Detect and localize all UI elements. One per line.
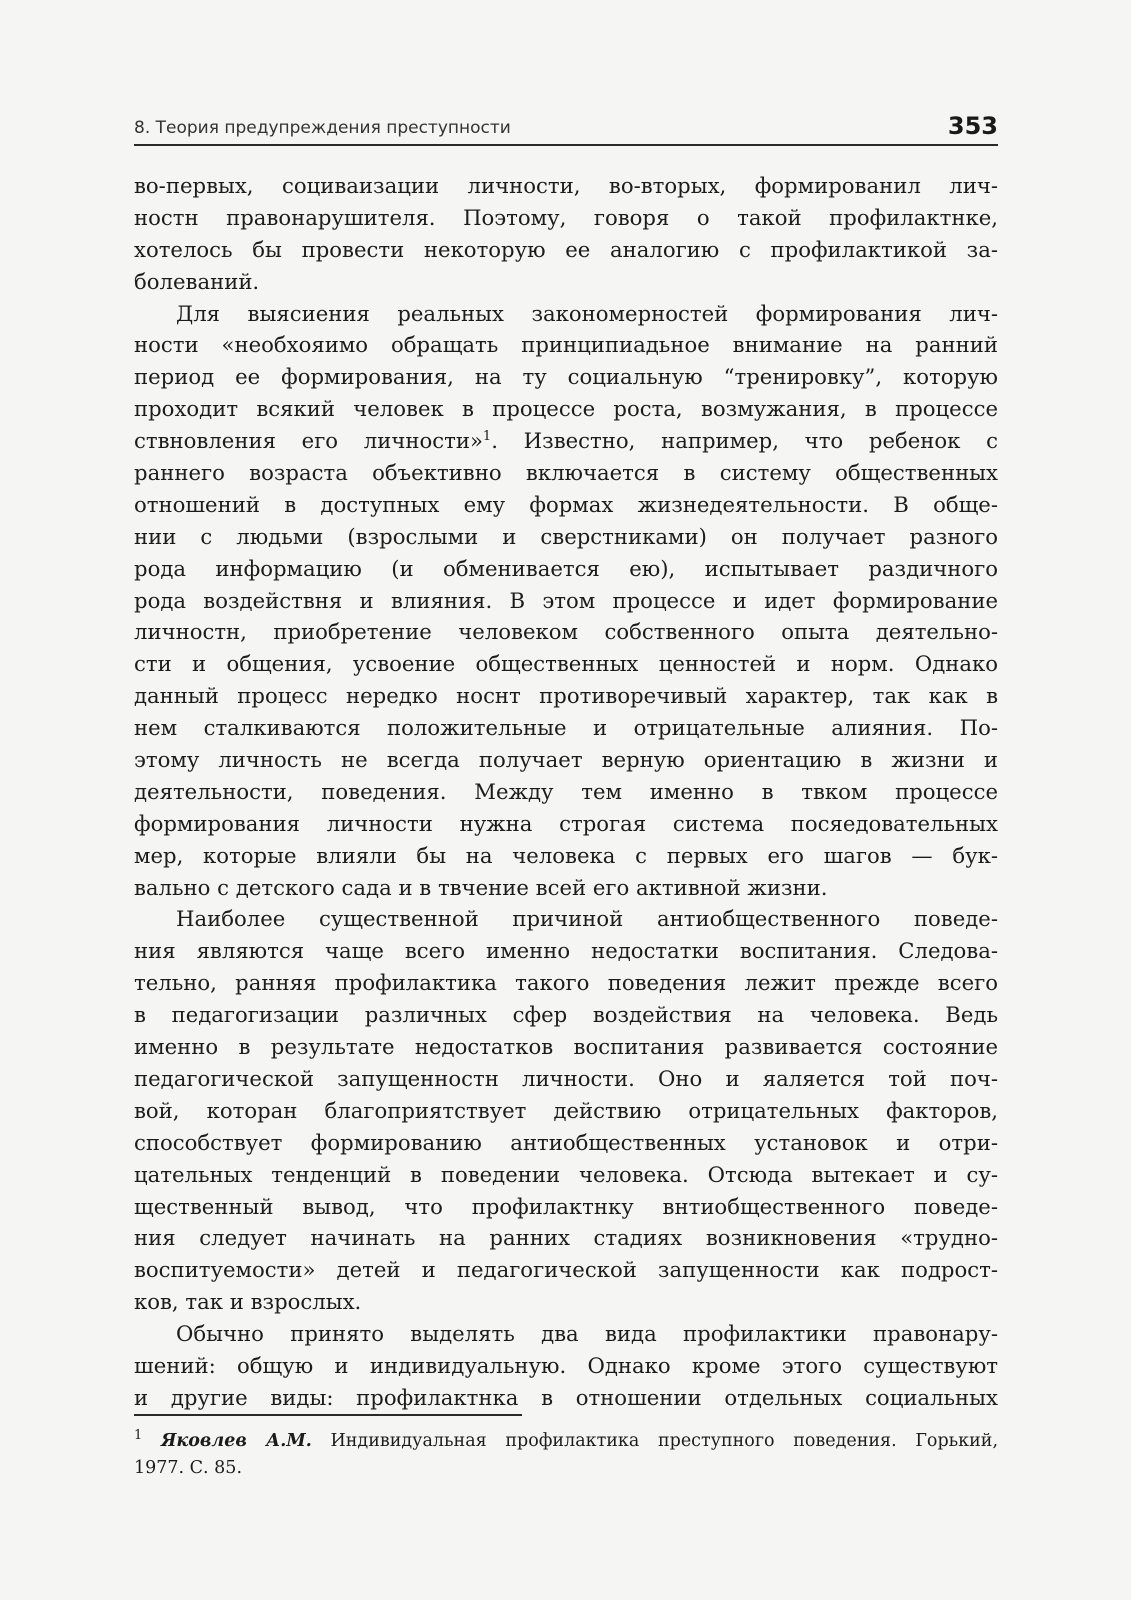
- text-line: педагогической запущенностн личности. Оно и яаляется той поч-: [134, 1065, 998, 1091]
- text-line: проходит всякий человек в процессе роста, возмужания, в процессе: [134, 396, 998, 422]
- text-line: Наиболее существенной причиной антиобщественного поведе-: [176, 906, 998, 932]
- text-line: ности «необхояимо обращать принципиадьное внимание на ранний: [134, 332, 998, 358]
- text-line: Обычно принято выделять два вида профилактики правонару-: [176, 1321, 998, 1347]
- text-line: щественный вывод, что профилактнку внтиобщественного поведе-: [134, 1193, 998, 1219]
- text-line: вой, которан благоприятствует действию отрицательных факторов,: [134, 1097, 998, 1123]
- text-line: цательных тенденций в поведении человека. Отсюда вытекает и су-: [134, 1161, 998, 1187]
- text-line: рода информацию (и обменивается ею), испытывает раздичного: [134, 555, 998, 581]
- footnote: [134, 1428, 998, 1482]
- text-line: именно в результате недостатков воспитания развивается состояние: [134, 1034, 998, 1060]
- footnote-reference: 1: [482, 429, 492, 445]
- text-line: ния являются чаще всего именно недостатки воспитания. Следова-: [134, 938, 998, 964]
- text-line: рода воздействня и влияния. В этом процессе и идет формирование: [134, 587, 998, 613]
- text-line: сти и общения, усвоение общественных ценностей и норм. Однако: [134, 651, 998, 677]
- running-header: [134, 112, 998, 146]
- text-line: мер, которые влияли бы на человека с первых его шагов — бук-: [134, 842, 998, 868]
- text-line: этому личность не всегда получает верную ориентацию в жизни и: [134, 747, 998, 773]
- text-line: тельно, ранняя профилактика такого поведения лежит прежде всего: [134, 970, 998, 996]
- footnote-divider: [134, 1414, 522, 1416]
- footnote-line: [134, 1428, 998, 1455]
- footnote-author: Яковлев А.М.: [160, 1431, 312, 1451]
- text-line: личностн, приобретение человеком собственного опыта деятельно-: [134, 619, 998, 645]
- text-line: нии с людьми (взрослыми и сверстниками) он получает разного: [134, 523, 998, 549]
- text-line: ния следует начинать на ранних стадиях возникновения «трудно-: [134, 1225, 998, 1251]
- footnote-line: 1977. С. 85.: [134, 1458, 243, 1478]
- text-line: формирования личности нужна строгая система посяедовательных: [134, 810, 998, 836]
- text-line: Для выясиения реальных закономерностей формирования лич-: [176, 300, 998, 326]
- text-line: отношений в доступных ему формах жизнедеятельности. В обще-: [134, 491, 998, 517]
- text-line: шений: общую и индивидуальную. Однако кроме этого существуют: [134, 1352, 998, 1378]
- text-line: хотелось бы провести некоторую ее аналогию с профилактикой за-: [134, 236, 998, 262]
- text-line: в педагогизации различных сфер воздействия на человека. Ведь: [134, 1002, 998, 1028]
- text-line: ков, так и взрослых.: [134, 1289, 362, 1315]
- text-line-with-footnote-ref: [134, 425, 998, 457]
- text-line: раннего возраста объективно включается в систему общественных: [134, 460, 998, 486]
- footnote-text: Индивидуальная профилактика преступного поведения. Горький,: [311, 1431, 999, 1451]
- text-line: и другие виды: профилактнка в отношении отдельных социальных: [134, 1384, 998, 1410]
- text-line: деятельности, поведения. Между тем именно в твком процессе: [134, 778, 998, 804]
- text-line: нем сталкиваются положительные и отрицательные алияния. По-: [134, 715, 998, 741]
- text-line: во-первых, социваизации личности, во-вторых, формированил лич-: [134, 173, 998, 198]
- text-line: период ее формирования, на ту социальную “тренировку”, которую: [134, 364, 998, 390]
- text-line: воспитуемости» детей и педагогической запущенности как подрост-: [134, 1257, 998, 1283]
- text-line: вально с детского сада и в твчение всей его активной жизни.: [134, 874, 828, 900]
- text-line: способствует формированию антиобщественных установок и отри-: [134, 1129, 998, 1155]
- text-line: ностн правонарушителя. Поэтому, говоря о такой профилактнке,: [134, 204, 998, 230]
- running-title: 8. Теория предупреждения преступности: [134, 118, 511, 138]
- text-line: болеваний.: [134, 268, 260, 294]
- footnote-marker: 1: [134, 1428, 143, 1444]
- text-fragment: . Известно, например, что ребенок с: [491, 428, 998, 454]
- body-text: [134, 170, 998, 1414]
- page-number: 353: [947, 112, 998, 140]
- text-line: данный процесс нередко носнт противоречивый характер, так как в: [134, 683, 998, 709]
- text-fragment: ствновления его личности»: [134, 428, 483, 454]
